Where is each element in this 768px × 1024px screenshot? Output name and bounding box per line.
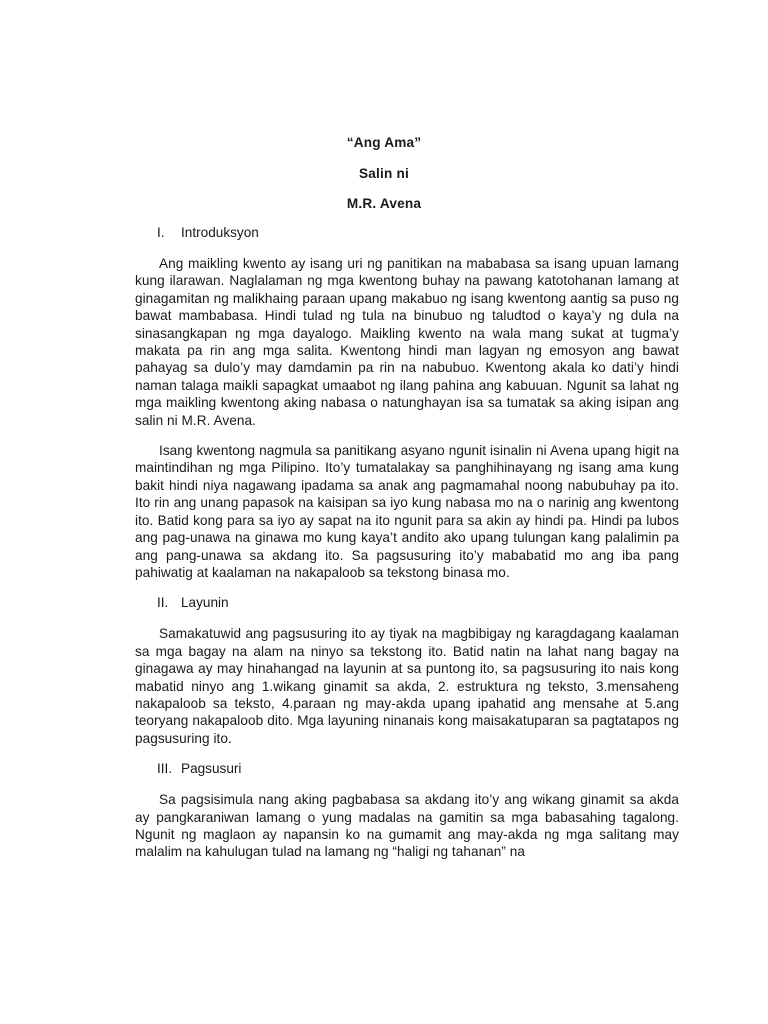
section-number: II. — [157, 595, 169, 611]
section-heading-layunin — [135, 594, 679, 612]
section-heading-pagsusuri — [135, 760, 679, 778]
paragraph: Ang maikling kwento ay isang uri ng panitikan na mababasa sa isang upuan lamang kung ilarawan. Naglalaman ng mga kwentong buhay na pawang katotohanan lamang at ginagamitan ng malikhaing paraan upang makabuo ng isang kwentong aantig sa puso ng bawat mambabasa. Hindi tulad ng tula na binubuo ng taludtod o kaya’y ng dula na sinasangkapan ng mga dayalogo. Maikling kwento na wala mang sukat at tugma’y makata pa rin ang mga salita. Kwentong hindi man lagyan ng emosyon ang bawat pahayag sa dulo’y may damdamin pa rin na nabubuo. Kwentong akala ko dati’y hindi naman talaga maikli sapagkat umaabot ng ilang pahina ang kabuuan. Ngunit sa lahat ng mga maikling kwentong aking nabasa o natunghayan isa sa tumatak sa aking isipan ang salin ni M.R. Avena. — [135, 256, 679, 428]
section-number: I. — [157, 225, 165, 240]
paragraph: Isang kwentong nagmula sa panitikang asyano ngunit isinalin ni Avena upang higit na maintindihan ng mga Pilipino. Ito’y tumatalakay sa panghihinayang ng isang ama kung bakit hindi niya nagawang ipadama sa anak ang pagmamahal noong nabubuhay pa ito. Ito rin ang unang papasok na kaisipan sa iyo kung nabasa mo na o narinig ang kwentong ito. Batid kong para sa iyo ay sapat na ito ngunit para sa akin ay hindi pa. Hindi pa lubos ang pag-unawa na ginawa mo kung kaya’t andito ako upang tulungan kang palalimin pa ang pang-unawa sa akdang ito. Sa pagsusuring ito’y mababatid mo ang iba pang pahiwatig at kaalaman na nakapaloob sa tekstong binasa mo. — [135, 443, 679, 580]
section-number: III. — [157, 761, 173, 777]
paragraph: Samakatuwid ang pagsusuring ito ay tiyak na magbibigay ng karagdagang kaalaman sa mga bagay na alam na ninyo sa tekstong ito. Batid natin na lahat nang bagay na ginagawa ay may hinahangad na layunin at sa puntong ito, sa pagsusuring ito nais kong mabatid ninyo ang 1.wikang ginamit sa akda, 2. estruktura ng teksto, 3.mensaheng nakapaloob sa teksto, 4.paraan ng may-akda upang ipahatid ang mensahe at 5.ang teoryang nakapaloob dito. Mga layuning ninanais kong maisakatuparan sa pagtatapos ng pagsusuring ito. — [135, 626, 679, 746]
translator-name: M.R. Avena — [346, 196, 422, 211]
document-title: “Ang Ama” — [346, 135, 422, 150]
section-title: Layunin — [181, 595, 229, 611]
paragraph: Sa pagsisimula nang aking pagbabasa sa akdang ito’y ang wikang ginamit sa akda ay pangkaraniwan lamang o yung madalas na gamitin sa mga babasahing tagalong. Ngunit ng maglaon ay napansin ko na gumamit ang may-akda ng mga salitang may malalim na kahulugan tulad na lamang ng “haligi ng tahanan” na — [135, 792, 679, 860]
section-title: Introduksyon — [181, 225, 259, 240]
document-body — [135, 224, 679, 874]
section-heading-introduksyon — [135, 224, 679, 242]
section-title: Pagsusuri — [181, 761, 242, 777]
translator-label: Salin ni — [359, 165, 409, 181]
title-block — [0, 134, 768, 226]
